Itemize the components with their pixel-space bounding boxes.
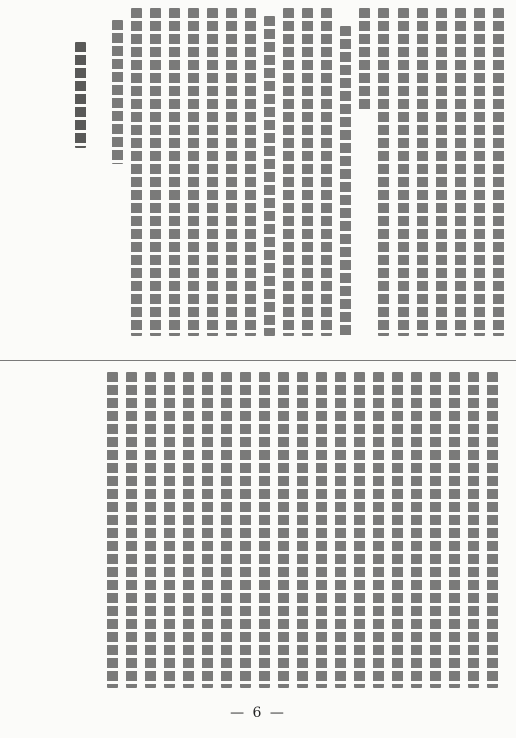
text-column [202,372,213,688]
text-column [240,372,251,688]
text-column [335,372,346,688]
text-column [297,372,308,688]
text-column [392,372,403,688]
text-column [259,372,270,688]
text-column [449,372,460,688]
text-column [430,372,441,688]
text-column [411,372,422,688]
text-column [164,372,175,688]
page-number: — 6 — [230,705,286,721]
text-column [278,372,289,688]
text-column [126,372,137,688]
text-column [183,372,194,688]
text-column [316,372,327,688]
text-column [468,372,479,688]
text-column [145,372,156,688]
text-column [487,372,498,688]
text-column [354,372,365,688]
text-column [373,372,384,688]
text-column [107,372,118,688]
text-column [221,372,232,688]
